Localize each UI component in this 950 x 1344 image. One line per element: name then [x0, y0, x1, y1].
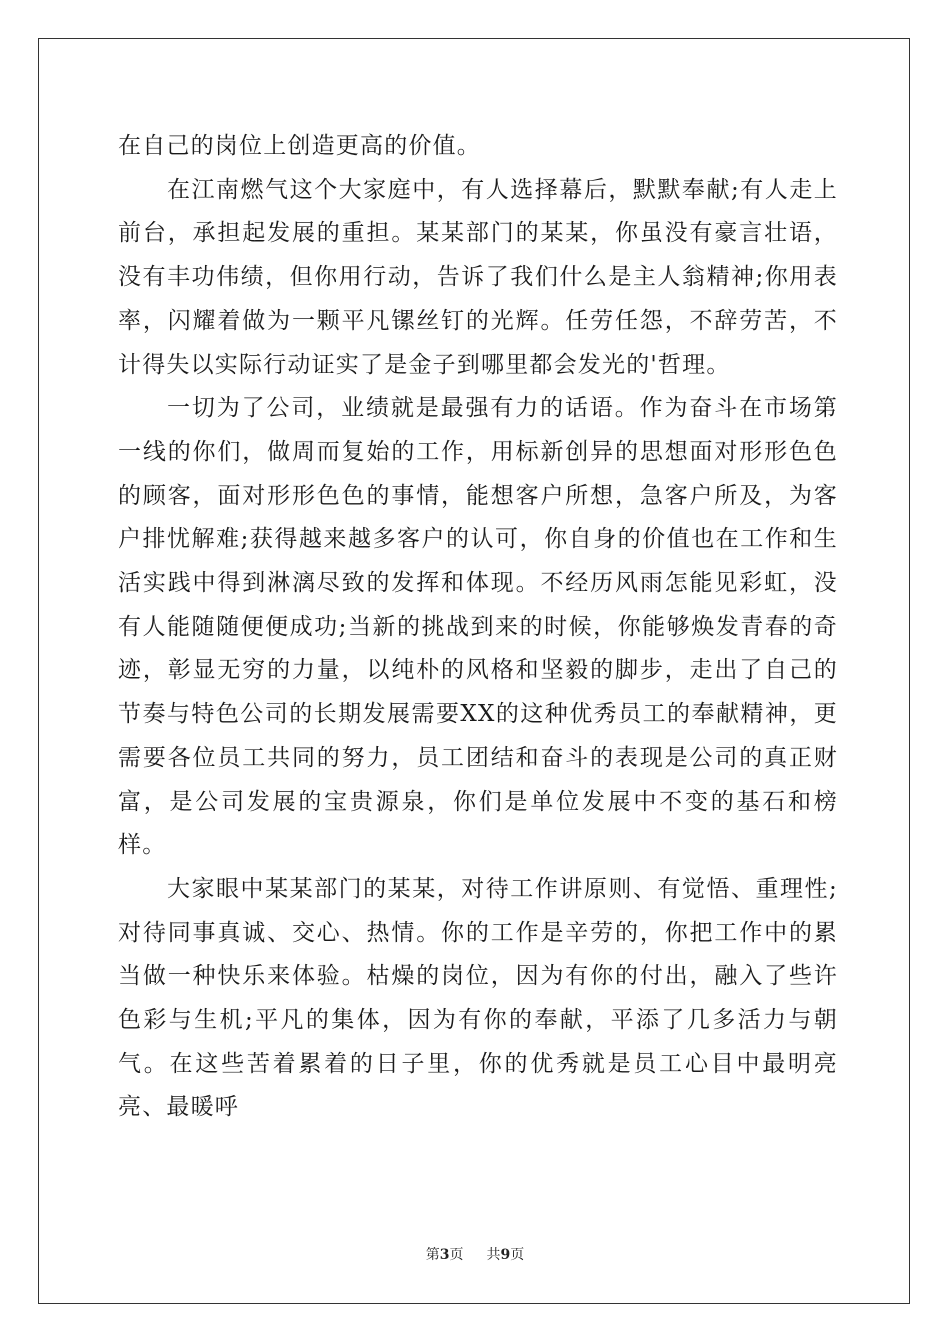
page-label: 第3页 — [425, 1247, 464, 1263]
document-body — [118, 125, 838, 1130]
paragraph-4: 大家眼中某某部门的某某，对待工作讲原则、有觉悟、重理性;对待同事真诚、交心、热情。你的工作是辛劳的，你把工作中的累当做一种快乐来体验。枯燥的岗位，因为有你的付出，融入了些许色彩与生机;平凡的集体，因为有你的奉献，平添了几多活力与朝气。在这些苦着累着的日子里，你的优秀就是员工心目中最明亮亮、最暖呼 — [118, 875, 838, 1121]
current-page-number: 3 — [439, 1247, 450, 1263]
paragraph-3: 一切为了公司，业绩就是最强有力的话语。作为奋斗在市场第一线的你们，做周而复始的工作，用标新创异的思想面对形形色色的顾客，面对形形色色的事情，能想客户所想，急客户所及，为客户排忧解难;获得越来越多客户的认可，你自身的价值也在工作和生活实践中得到淋漓尽致的发挥和体现。不经历风雨怎能见彩虹，没有人能随随便便成功;当新的挑战到来的时候，你能够焕发青春的奇迹，彰显无穷的力量，以纯朴的风格和坚毅的脚步，走出了自己的节奏与特色公司的长期发展需要XX的这种优秀员工的奉献精神，更需要各位员工共同的努力，员工团结和奋斗的表现是公司的真正财富，是公司发展的宝贵源泉，你们是单位发展中不变的基石和榜样。 — [118, 395, 838, 859]
total-pages-number: 9 — [500, 1247, 511, 1263]
paragraph-2: 在江南燃气这个大家庭中，有人选择幕后，默默奉献;有人走上前台，承担起发展的重担。某某部门的某某，你虽没有豪言壮语，没有丰功伟绩，但你用行动，告诉了我们什么是主人翁精神;你用表率，闪耀着做为一颗平凡镙丝钉的光辉。任劳任怨，不辞劳苦，不计得失以实际行动证实了是金子到哪里都会发光的'哲理。 — [118, 176, 838, 378]
paragraph-1: 在自己的岗位上创造更高的价值。 — [118, 133, 481, 159]
total-pages-label: 共9页 — [486, 1247, 525, 1263]
page-footer — [0, 1245, 950, 1265]
